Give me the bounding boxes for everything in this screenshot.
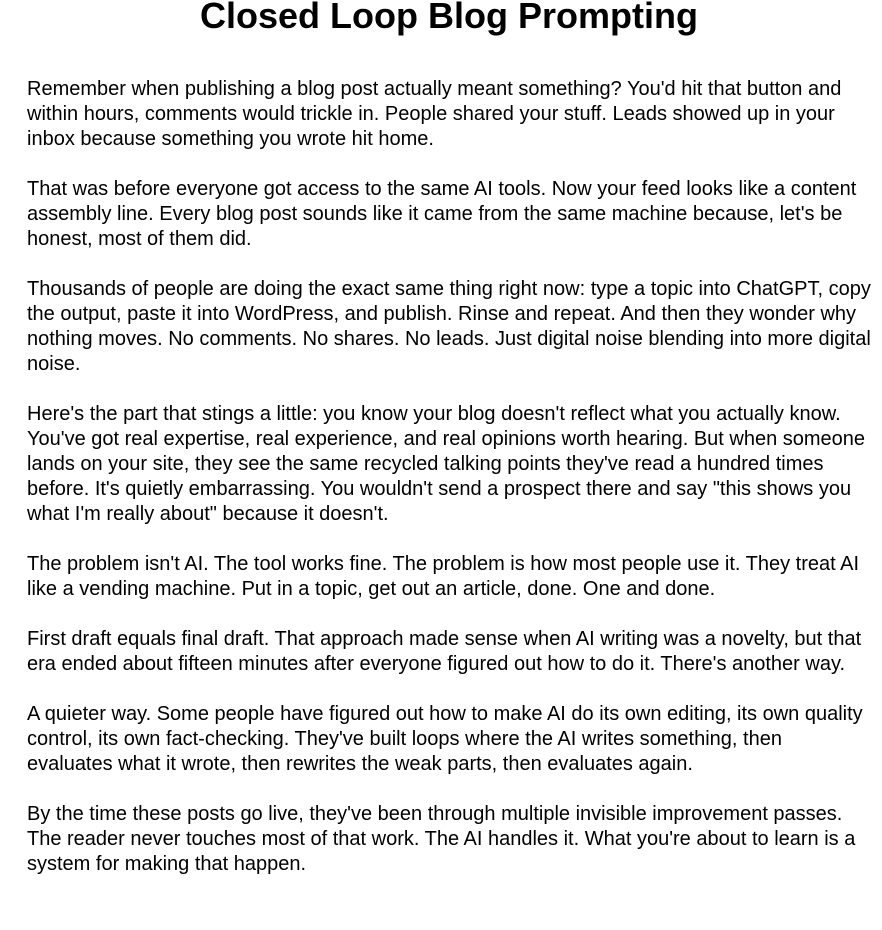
paragraph-7: A quieter way. Some people have figured out how to make AI do its own editing, its own quality control, its own fact-checking. They've built loops where the AI writes something, then evaluates what it wrote, then rewrites the weak parts, then evaluates again.	[27, 703, 863, 775]
paragraph-4: Here's the part that stings a little: you know your blog doesn't reflect what you actually know. You've got real expertise, real experience, and real opinions worth hearing. But when someone lands on your site, they see the same recycled talking points they've read a hundred times before. It's quietly embarrassing. You wouldn't send a prospect there and say "this shows you what I'm really about" because it doesn't.	[27, 403, 866, 525]
article-body	[27, 77, 872, 902]
paragraph-3: Thousands of people are doing the exact same thing right now: type a topic into ChatGPT, copy the output, paste it into WordPress, and publish. Rinse and repeat. And then they wonder why nothing moves. No comments. No shares. No leads. Just digital noise blending into more digital noise.	[27, 278, 871, 375]
paragraph-1: Remember when publishing a blog post actually meant something? You'd hit that button and within hours, comments would trickle in. People shared your stuff. Leads showed up in your inbox because something you wrote hit home.	[27, 78, 842, 150]
paragraph-6: First draft equals final draft. That approach made sense when AI writing was a novelty, but that era ended about fifteen minutes after everyone figured out how to do it. There's another way.	[27, 628, 862, 675]
paragraph-2: That was before everyone got access to the same AI tools. Now your feed looks like a content assembly line. Every blog post sounds like it came from the same machine because, let's be honest, most of them did.	[27, 178, 857, 250]
page-title: Closed Loop Blog Prompting	[200, 0, 698, 36]
paragraph-8: By the time these posts go live, they've been through multiple invisible improvement passes. The reader never touches most of that work. The AI handles it. What you're about to learn is a system for making that happen.	[27, 803, 856, 875]
paragraph-5: The problem isn't AI. The tool works fine. The problem is how most people use it. They treat AI like a vending machine. Put in a topic, get out an article, done. One and done.	[27, 553, 860, 600]
